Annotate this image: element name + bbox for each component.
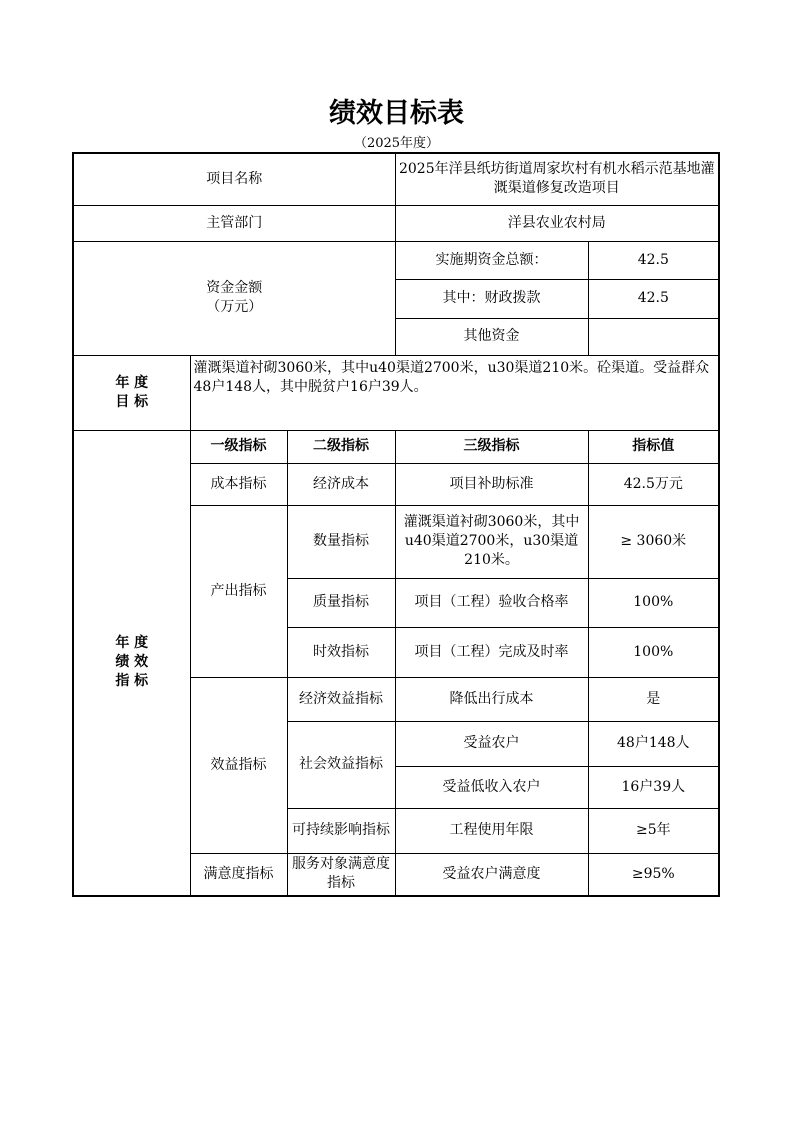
- satisfaction-level3: 受益农户满意度: [395, 853, 588, 896]
- funds-total-value: 42.5: [588, 241, 719, 279]
- performance-target-table: [72, 152, 720, 897]
- annual-goal-label-line2: 目 标: [115, 393, 149, 410]
- output-quantity-value: ≥ 3060米: [588, 505, 719, 578]
- output-quantity-level3: 灌溉渠道衬砌3060米，其中u40渠道2700米，u30渠道210米。: [395, 505, 588, 578]
- output-timeliness-value: 100%: [588, 627, 719, 677]
- funds-other-value: [588, 318, 719, 355]
- funds-label-line1: 资金金额: [206, 280, 263, 296]
- benefit-economic-level2: 经济效益指标: [287, 677, 395, 721]
- project-name-row: [73, 153, 719, 205]
- department-value: 洋县农业农村局: [395, 205, 719, 241]
- department-label: 主管部门: [73, 205, 395, 241]
- output-quality-level2: 质量指标: [287, 578, 395, 627]
- page-title: 绩效目标表: [329, 98, 464, 129]
- project-name-value: 2025年洋县纸坊街道周家坎村有机水稻示范基地灌溉渠道修复改造项目: [395, 153, 719, 205]
- annual-goal-label-line1: 年 度: [115, 374, 149, 391]
- funds-fiscal-value: 42.5: [588, 279, 719, 318]
- benefit-level1: 效益指标: [190, 677, 287, 853]
- indicator-header-row: [73, 430, 719, 463]
- output-timeliness-level3: 项目（工程）完成及时率: [395, 627, 588, 677]
- benefit-social-level3-2: 受益低收入农户: [395, 766, 588, 808]
- funds-fiscal-label: 其中：财政拨款: [395, 279, 588, 318]
- annual-indicators-label-line2: 绩 效: [115, 654, 149, 671]
- project-name-label: 项目名称: [73, 153, 395, 205]
- output-quantity-level2: 数量指标: [287, 505, 395, 578]
- funds-total-row: [73, 241, 719, 279]
- cost-level1: 成本指标: [190, 463, 287, 505]
- satisfaction-level2: 服务对象满意度指标: [287, 853, 395, 896]
- output-quality-level3: 项目（工程）验收合格率: [395, 578, 588, 627]
- cost-level3: 项目补助标准: [395, 463, 588, 505]
- annual-goal-row: [73, 355, 719, 430]
- annual-indicators-label: [73, 430, 190, 896]
- benefit-social-level3-1: 受益农户: [395, 721, 588, 766]
- benefit-economic-level3: 降低出行成本: [395, 677, 588, 721]
- output-quality-value: 100%: [588, 578, 719, 627]
- page-subtitle-year: （2025年度）: [353, 136, 440, 151]
- annual-goal-text: 灌溉渠道衬砌3060米，其中u40渠道2700米，u30渠道210米。砼渠道。受益群众48户148人，其中脱贫户16户39人。: [190, 355, 719, 430]
- annual-goal-label: [73, 355, 190, 430]
- header-level3: 三级指标: [395, 430, 588, 463]
- benefit-sustainable-level2: 可持续影响指标: [287, 808, 395, 853]
- cost-value: 42.5万元: [588, 463, 719, 505]
- output-level1: 产出指标: [190, 505, 287, 677]
- benefit-social-level2: 社会效益指标: [287, 721, 395, 808]
- benefit-sustainable-level3: 工程使用年限: [395, 808, 588, 853]
- funds-other-label: 其他资金: [395, 318, 588, 355]
- benefit-social-value-1: 48户148人: [588, 721, 719, 766]
- satisfaction-level1: 满意度指标: [190, 853, 287, 896]
- annual-indicators-label-line3: 指 标: [115, 673, 149, 690]
- header-level1: 一级指标: [190, 430, 287, 463]
- satisfaction-value: ≥95%: [588, 853, 719, 896]
- annual-indicators-label-line1: 年 度: [115, 635, 149, 652]
- funds-label-line2: （万元）: [206, 299, 263, 315]
- funds-total-label: 实施期资金总额：: [395, 241, 588, 279]
- benefit-economic-value: 是: [588, 677, 719, 721]
- header-level2: 二级指标: [287, 430, 395, 463]
- output-timeliness-level2: 时效指标: [287, 627, 395, 677]
- benefit-sustainable-value: ≥5年: [588, 808, 719, 853]
- cost-level2: 经济成本: [287, 463, 395, 505]
- department-row: [73, 205, 719, 241]
- header-value: 指标值: [588, 430, 719, 463]
- benefit-social-value-2: 16户39人: [588, 766, 719, 808]
- funds-label: [73, 241, 395, 355]
